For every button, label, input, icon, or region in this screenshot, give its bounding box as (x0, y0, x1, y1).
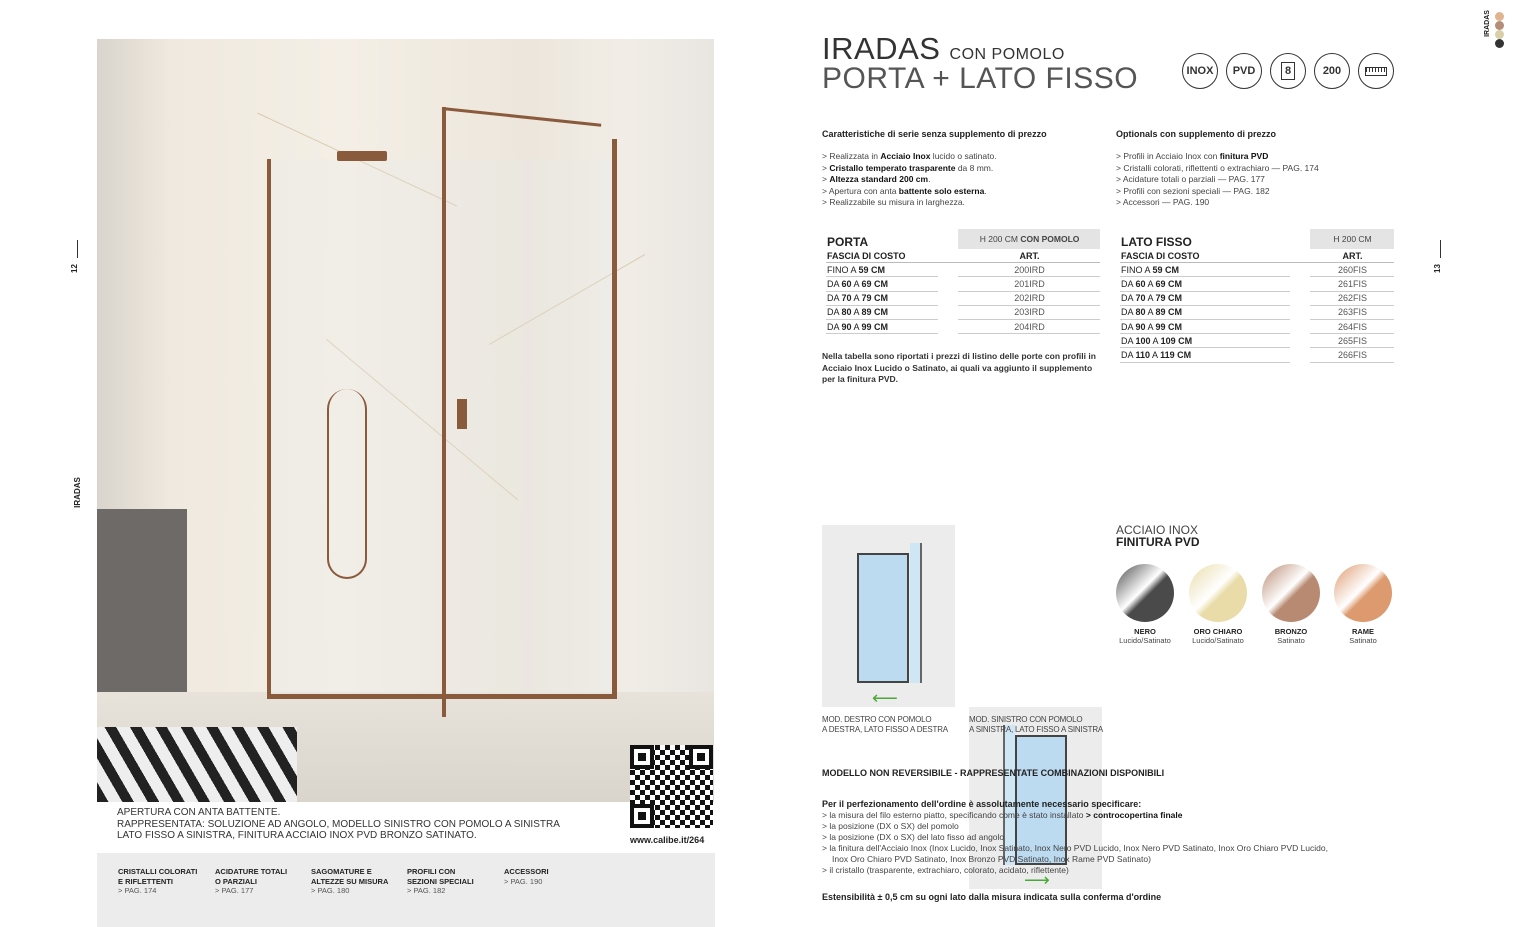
table-row: DA 70 A 79 CM 262FIS (1120, 292, 1394, 306)
table-row: DA 80 A 89 CM 263FIS (1120, 306, 1394, 320)
table-row: DA 100 A 109 CM 265FIS (1120, 334, 1394, 348)
qr-url[interactable]: www.calibe.it/264 (630, 835, 705, 845)
color-dots (1495, 12, 1504, 48)
optional-features (1116, 129, 1406, 209)
diagram-right-model (822, 525, 955, 707)
non-reversible-note: MODELLO NON REVERSIBILE - RAPPRESENTATE COMBINAZIONI DISPONIBILI (822, 768, 1165, 778)
option-item[interactable]: PROFILI CON SEZIONI SPECIALI > PAG. 182 (407, 867, 474, 895)
col-header: FASCIA DI COSTO (1120, 249, 1290, 263)
col-header: ART. (958, 249, 1100, 263)
table-row: FINO A 59 CM 200IRD (826, 263, 1100, 277)
swatch-oro-chiaro (1189, 564, 1247, 622)
swing-arrow-icon: ⟶ (1024, 870, 1050, 889)
height-icon: 200 (1314, 53, 1350, 89)
caption-line: APERTURA CON ANTA BATTENTE. (117, 807, 281, 818)
qr-code[interactable] (630, 745, 713, 828)
list-item: > Acidature totali o parziali — PAG. 177 (1116, 174, 1265, 184)
order-instructions: Per il perfezionamento dell'ordine è assolutamente necessario specificare: > la misura del filo esterno piatto, specificando come è stato installato > controcopertina finale > la posizione (DX o SX) del pomolo > la posizione (DX o SX) del lato fisso ad angolo > la finitura dell'Acciaio Inox (Inox Lucido, Inox Satinato, Inox Nero PVD Lucido, Inox Nero PVD Satinato, Inox Oro Chiaro PVD Lucido, Inox Oro Chiaro PVD Satinato, Inox Bronzo PVD Satinato, Inox Rame PVD Satinato) > il cristallo (trasparente, extrachiaro, colorato, acidato, riflettente) (822, 799, 1328, 875)
page-number-right: 13 (1432, 264, 1442, 273)
option-item[interactable]: SAGOMATURE E ALTEZZE SU MISURA > PAG. 180 (311, 867, 389, 895)
table-row: DA 110 A 119 CM 266FIS (1120, 348, 1394, 362)
list-item: > Accessori — PAG. 190 (1116, 197, 1210, 207)
table-title: LATO FISSO (1121, 235, 1192, 249)
extensibility-note: Estensibilità ± 0,5 cm su ogni lato dalla misura indicata sulla conferma d'ordine (822, 892, 1162, 902)
porta-table (826, 229, 1100, 334)
list-item: > Realizzata in Acciaio Inox lucido o satinato. (822, 151, 997, 161)
section-heading: Caratteristiche di serie senza supplemento di prezzo (822, 129, 1047, 139)
finish-heading: ACCIAIO INOX FINITURA PVD (1116, 523, 1200, 549)
swatch-nero (1116, 564, 1174, 622)
custom-size-ruler-icon (1358, 53, 1394, 89)
col-header: ART. (1310, 249, 1394, 263)
table-row: DA 60 A 69 CM 201IRD (826, 277, 1100, 291)
option-item[interactable]: ACIDATURE TOTALI O PARZIALI > PAG. 177 (215, 867, 288, 895)
section-heading: Optionals con supplemento di prezzo (1116, 129, 1277, 139)
swing-arrow-icon: ⟵ (872, 688, 898, 707)
table-row: DA 90 A 99 CM 264FIS (1120, 320, 1394, 334)
product-title: IRADAS CON POMOLO (822, 31, 1065, 66)
list-item: > Apertura con anta battente solo esterna. (822, 185, 987, 196)
glass-thickness-icon: 8 (1270, 53, 1306, 89)
tab-label-right: IRADAS (1483, 10, 1491, 37)
caption-line: RAPPRESENTATA: SOLUZIONE AD ANGOLO, MODELLO SINISTRO CON POMOLO A SINISTRA (117, 818, 560, 830)
col-header: FASCIA DI COSTO (826, 249, 938, 263)
option-item[interactable]: ACCESSORI > PAG. 190 (504, 867, 549, 886)
list-item: > Profili con sezioni speciali — PAG. 182 (1116, 185, 1270, 196)
diagram-caption: MOD. DESTRO CON POMOLO A DESTRA, LATO FISSO A DESTRA (822, 715, 948, 734)
product-photo (97, 39, 714, 802)
feature-icons (1182, 53, 1394, 89)
page-number-left: 12 (69, 264, 79, 273)
inox-icon: INOX (1182, 53, 1218, 89)
swatch-label: NERO Lucido/Satinato (1119, 627, 1171, 645)
side-label-left: IRADAS (72, 477, 82, 508)
table-title: PORTA (827, 235, 869, 249)
list-item: > Cristalli colorati, riflettenti o extrachiaro — PAG. 174 (1116, 162, 1319, 173)
pvd-icon: PVD (1226, 53, 1262, 89)
table-row: DA 70 A 79 CM 202IRD (826, 292, 1100, 306)
page-number-line-right (1440, 240, 1441, 258)
photo-caption (117, 807, 560, 842)
page-number-line-left (77, 240, 78, 258)
caption-line: LATO FISSO A SINISTRA, FINITURA ACCIAIO INOX PVD BRONZO SATINATO. (117, 830, 477, 841)
lato-fisso-table (1120, 229, 1394, 363)
list-item: > Altezza standard 200 cm. (822, 174, 931, 184)
list-item: > Profili in Acciaio Inox con finitura PVD (1116, 151, 1269, 161)
table-row: DA 80 A 89 CM 203IRD (826, 306, 1100, 320)
swatch-rame (1334, 564, 1392, 622)
table-row: FINO A 59 CM 260FIS (1120, 263, 1394, 277)
swatch-label: ORO CHIARO Lucido/Satinato (1192, 627, 1244, 645)
table-note: Nella tabella sono riportati i prezzi di listino delle porte con profili in Acciaio Inox Lucido o Satinato, ai quali va aggiunto il supplemento per la finitura PVD. (822, 351, 1096, 384)
swatch-label: BRONZO Satinato (1274, 627, 1308, 645)
table-header: H 200 CM CON POMOLO (958, 229, 1100, 249)
standard-features (822, 129, 1102, 209)
table-row: DA 60 A 69 CM 261FIS (1120, 277, 1394, 291)
diagram-caption: MOD. SINISTRO CON POMOLO A SINISTRA, LATO FISSO A SINISTRA (969, 715, 1104, 734)
swatch-bronzo (1262, 564, 1320, 622)
table-row: DA 90 A 99 CM 204IRD (826, 320, 1100, 334)
option-item[interactable]: CRISTALLI COLORATI E RIFLETTENTI > PAG. 174 (118, 867, 198, 895)
product-subtitle: PORTA + LATO FISSO (822, 62, 1139, 95)
list-item: > Realizzabile su misura in larghezza. (822, 197, 965, 207)
swatch-label: RAME Satinato (1349, 627, 1377, 645)
list-item: > Cristallo temperato trasparente da 8 mm. (822, 162, 994, 173)
options-strip (97, 853, 715, 927)
table-header: H 200 CM (1310, 229, 1394, 249)
